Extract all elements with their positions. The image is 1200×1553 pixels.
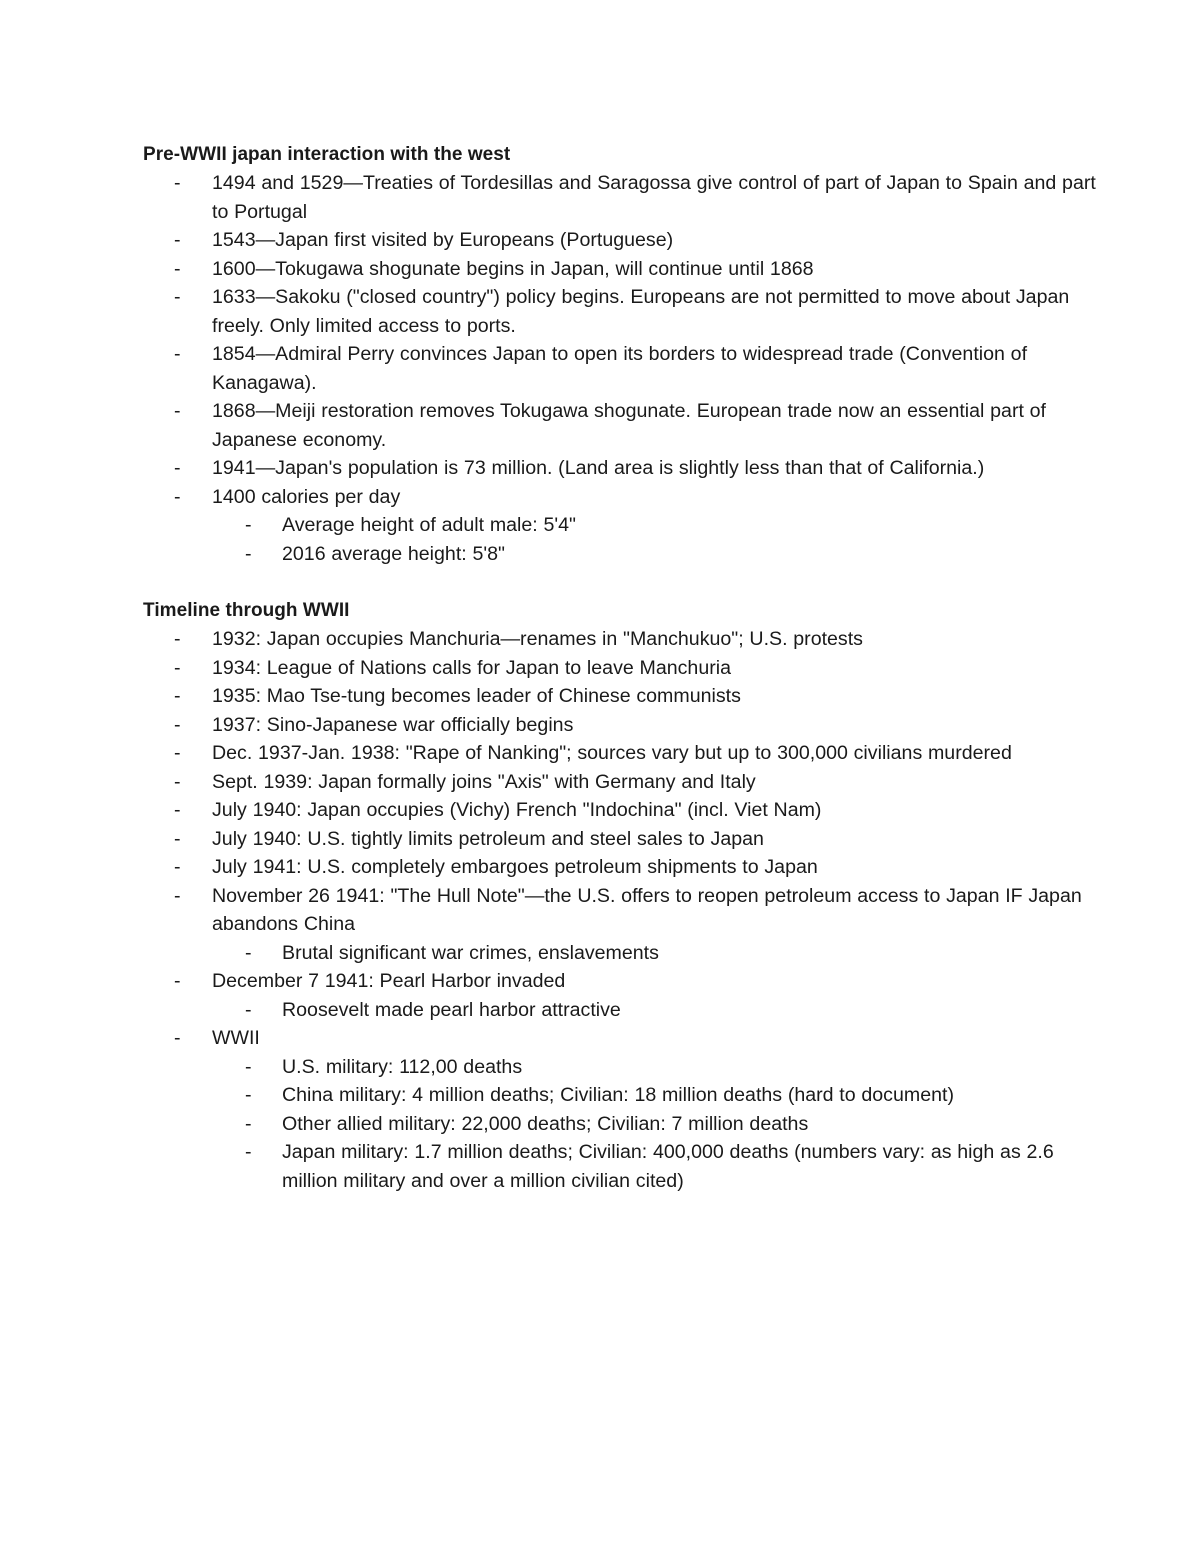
sub-list-item: - 2016 average height: 5'8": [143, 540, 1103, 569]
sub-list-item: - Other allied military: 22,000 deaths; Civilian: 7 million deaths: [143, 1110, 1103, 1139]
list-item: - 1935: Mao Tse-tung becomes leader of Chinese communists: [143, 682, 1103, 711]
section-heading: Timeline through WWII: [143, 600, 350, 621]
list-item: - 1543—Japan first visited by Europeans (Portuguese): [143, 226, 1103, 255]
bullet-list: [143, 169, 1103, 568]
section-timeline-wwii: [143, 597, 1103, 1195]
section-pre-wwii: [143, 141, 1103, 568]
section-heading: Pre-WWII japan interaction with the west: [143, 144, 511, 165]
sub-list-item: - China military: 4 million deaths; Civilian: 18 million deaths (hard to document): [143, 1081, 1103, 1110]
list-item: - December 7 1941: Pearl Harbor invaded: [143, 967, 1103, 996]
list-item: - 1494 and 1529—Treaties of Tordesillas and Saragossa give control of part of Japan to Spain and part to Portugal: [143, 169, 1103, 226]
list-item: - Dec. 1937-Jan. 1938: "Rape of Nanking"; sources vary but up to 300,000 civilians murdered: [143, 739, 1103, 768]
list-item: - 1937: Sino-Japanese war officially begins: [143, 711, 1103, 740]
list-item: - 1941—Japan's population is 73 million. (Land area is slightly less than that of California.): [143, 454, 1103, 483]
sub-list-item: - Brutal significant war crimes, enslavements: [143, 939, 1103, 968]
bullet-list: [143, 625, 1103, 1195]
sub-list-item: - Roosevelt made pearl harbor attractive: [143, 996, 1103, 1025]
list-item: - 1934: League of Nations calls for Japan to leave Manchuria: [143, 654, 1103, 683]
sub-list-item: - Japan military: 1.7 million deaths; Civilian: 400,000 deaths (numbers vary: as high as 2.6 million military and over a million civilian cited): [143, 1138, 1103, 1195]
list-item: - 1854—Admiral Perry convinces Japan to open its borders to widespread trade (Convention of Kanagawa).: [143, 340, 1103, 397]
list-item: - 1932: Japan occupies Manchuria—renames in "Manchukuo"; U.S. protests: [143, 625, 1103, 654]
list-item: - 1868—Meiji restoration removes Tokugawa shogunate. European trade now an essential part of Japanese economy.: [143, 397, 1103, 454]
list-item: - July 1940: Japan occupies (Vichy) French "Indochina" (incl. Viet Nam): [143, 796, 1103, 825]
list-item: - July 1941: U.S. completely embargoes petroleum shipments to Japan: [143, 853, 1103, 882]
list-item: - 1400 calories per day: [143, 483, 1103, 512]
list-item: - WWII: [143, 1024, 1103, 1053]
list-item: - July 1940: U.S. tightly limits petroleum and steel sales to Japan: [143, 825, 1103, 854]
list-item: - 1600—Tokugawa shogunate begins in Japan, will continue until 1868: [143, 255, 1103, 284]
sub-list-item: - U.S. military: 112,00 deaths: [143, 1053, 1103, 1082]
list-item: - November 26 1941: "The Hull Note"—the U.S. offers to reopen petroleum access to Japan IF Japan abandons China: [143, 882, 1103, 939]
list-item: - 1633—Sakoku ("closed country") policy begins. Europeans are not permitted to move about Japan freely. Only limited access to ports.: [143, 283, 1103, 340]
list-item: - Sept. 1939: Japan formally joins "Axis" with Germany and Italy: [143, 768, 1103, 797]
sub-list-item: - Average height of adult male: 5'4": [143, 511, 1103, 540]
